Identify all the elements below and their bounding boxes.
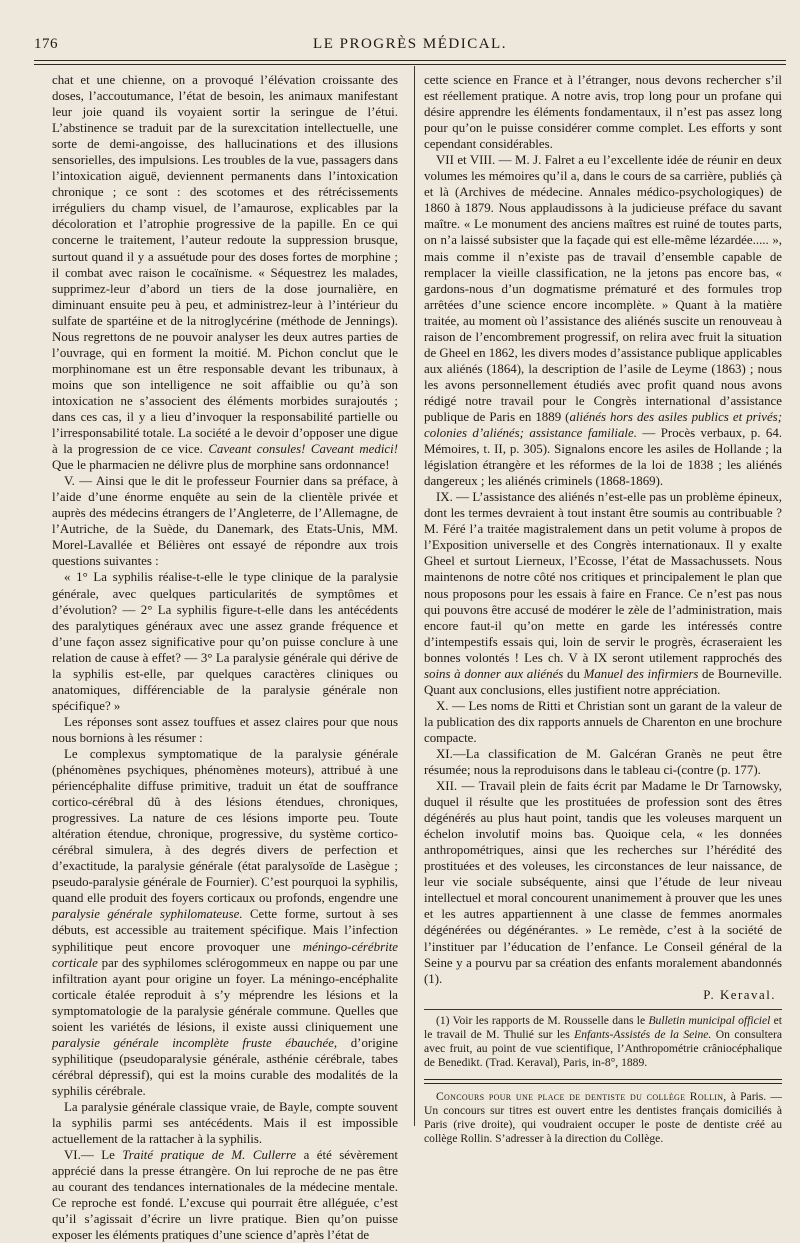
page-number: 176 [34, 36, 58, 52]
notice: Concours pour une place de dentiste du collège Rollin, à Paris. — Un concours sur titres est ouvert entre les dentistes français domiciliés à Paris (rive droite), qui voudraient occuper le poste de dentiste créé au collège Rollin. S’adresser à la direction du Collège. [424, 1089, 782, 1146]
right-column [424, 72, 782, 1146]
paragraph: cette science en France et à l’étranger, nous devons rechercher s’il est réellement pratique. A notre avis, trop long pour un profane qui désire apprendre les éléments fondamentaux, il n’est pas assez long pour qu’on le puisse considérer comme complet. Les efforts y sont cependant considérables. [424, 73, 782, 152]
paragraph: X. — Les noms de Ritti et Christian sont un garant de la valeur de la publication des dix rapports annuels de Charenton en une brochure compacte. [424, 698, 782, 745]
page-header [34, 34, 786, 56]
paragraph: La paralysie générale classique vraie, de Bayle, compte souvent la syphilis parmi ses antécédents. Mais il est impossible actuellement de la rattacher à la syphilis. [52, 1100, 398, 1147]
paragraph: Les réponses sont assez touffues et assez claires pour que nous nous bornions à les résumer : [52, 714, 398, 745]
author-signature: P. Keraval. [703, 987, 776, 1002]
footnote: (1) Voir les rapports de M. Rousselle dans le Bulletin municipal officiel et le travail de M. Thulié sur les Enfants-Assistés de la Seine. On consultera avec fruit, au point de vue scientifique, l’Anthropométrie crâniocéphalique de Benedikt. (Trad. Keraval), Paris, in-8°, 1889. [424, 1013, 783, 1070]
paragraph: « 1° La syphilis réalise-t-elle le type clinique de la paralysie générale, avec quelques particularités de symptômes et d’évolution? — 2° La syphilis figure-t-elle dans les antécédents des paralytiques généraux avec une assez grande fréquence et d’une façon assez significative pour qu’on puisse conclure à une relation de cause à effet? — 3° La paralysie générale qui dérive de la syphilis est-elle, par quelques caractères cliniques ou anatomiques, différenciable de la paralysie générale non spécifique? » [52, 570, 398, 713]
paragraph: chat et une chienne, on a provoqué l’élévation croissante des doses, l’accoutumance, l’état de besoin, les animaux manifestant leur joie quand ils voyaient sortir la seringue de l’étui. L’abstinence se traduit par de la surexcitation intellectuelle, une sorte de demi-angoisse, des hallucinations et des illusions sensorielles, des impulsions. Les troubles de la vue, passagers dans l’intoxication aiguë, deviennent permanents dans l’intoxication chronique ; ce sont : des scotomes et des rétrécissements irréguliers du champ visuel, de l’amaurose, explicables par la décoloration et l’atrophie progressive de la papille. En ce qui concerne le traitement, l’auteur redoute la suppression brusque, surtout quand il y a assuétude pour des doses fortes de morphine ; il combat avec raison le cocaïnisme. « Séquestrez les malades, supprimez-leur d’abord un tiers de la dose journalière, en diminuant ensuite peu à peu, et administrez-leur à l’intérieur du sulfate de spartéine et de la nitroglycérine (méthode de Jennings). Nous regrettons de ne pouvoir analyser les deux autres parties de l’ouvrage, qui en forment la moitié. M. Pichon conclut que le morphinomane est un être responsable devant les tribunaux, à moins que son intelligence ne soit affaiblie ou qu’à son intoxication ne s’associent des éléments morbides surajoutés ; dans ces cas, il y a lieu d’invoquer la responsabilité partielle ou l’irresponsabilité totale. La société a le devoir d’opposer une digue à la progression de ce vice. Caveant consules! Caveant medici! Que le pharmacien ne délivre plus de morphine sans ordonnance! [52, 73, 398, 473]
paragraph: V. — Ainsi que le dit le professeur Fournier dans sa préface, à l’aide d’une énorme enquête au sein de la clientèle privée et auprès des médecins étrangers de l’Angleterre, de l’Allemagne, de l’Autriche, de la Suède, du Danemark, des Etats-Unis, MM. Morel-Lavallée et Bélières ont essayé de répondre aux trois questions suivantes : [52, 474, 398, 569]
paragraph: VI.— Le Traité pratique de M. Cullerre a été sévèrement apprécié dans la presse étrangère. On lui reproche de ne pas être au courant des tendances internationales de la médecine mentale. Ce reproche est fondé. L’excuse qui pourrait être alléguée, c’est qu’il s’agissait d’écrire un livre pratique. Bien qu’on puisse exposer les éléments pratiques d’une science d’après l’état de [52, 1148, 398, 1243]
left-column [52, 72, 398, 1243]
paragraph: IX. — L’assistance des aliénés n’est-elle pas un problème épineux, dont les termes devraient à tout instant être soumis au contribuable ? M. Féré l’a traitée magistralement dans un petit volume à propos de l’Exposition universelle et des Congrès internationaux. Il y exalte Gheel et surtout Lierneux, l’Ecosse, l’état de Massachussets. Nous maintenons de notre côté nos critiques et principalement le plan que nous proposons pour les essais à faire en France. Ce n’est pas nous qui pouvons être accusé de modérer le zèle de l’administration, mais encore faut-il qu’on mette en garde les intéressés contre d’intempestifs essais qui, loin de servir le progrès, écraseraient les bonnes volontés ! Les ch. V à IX seront utilement rapprochés des soins à donner aux aliénés du Manuel des infirmiers de Bourneville. Quant aux conclusions, elles justifient notre appréciation. [424, 490, 782, 697]
column-separator [414, 66, 415, 1126]
paragraph: VII et VIII. — M. J. Falret a eu l’excellente idée de réunir en deux volumes les mémoires qu’il a, dans le cours de sa carrière, publiés çà et là (Archives de médecine. Annales médico-psychologiques) de 1860 à 1879. Nous applaudissons à la judicieuse préface du savant maître. « Le monument des anciens maîtres est ruiné de toutes parts, on n’a laissé subsister que la façade qui est elle-même lézardée..... », mais comme il n’existe pas de travail d’ensemble capable de remplacer la vieille classification, ne la jetons pas encore bas, « gardons-nous d’un dogmatisme prématuré et des formules trop arrêtées d’une science encore incomplète. » Quant à la matière traitée, au moment où l’assistance des aliénés suscite un renouveau à raison de l’encombrement progressif, on relira avec fruit la situation de Gheel en 1862, les divers modes d’assistance publique applicables aux aliénés (1864), la description de l’asile de Leyme (1863) ; nous les avons personnellement étudiés avec profit quand nous avons rédigé notre travail pour le Congrès international d’assistance publique de Paris en 1889 (aliénés hors des asiles publics et privés; colonies d’aliénés; assistance familiale. — Procès verbaux, p. 64. Mémoires, t. II, p. 305). Signalons encore les asiles de Hollande ; la législation étrangère et les réformes de la loi de 1838 ; les aliénés dangereux ; les aliénés criminels (1868-1869). [424, 153, 782, 489]
header-rule [34, 60, 786, 61]
section-rule [424, 1079, 782, 1084]
paragraph: Le complexus symptomatique de la paralysie générale (phénomènes psychiques, phénomènes moteurs), attribué à une périencéphalite diffuse primitive, traduit un état de souffrance cortico-cérébral dû à des lésions étendues, chroniques, progressives. La nature de ces lésions importe peu. Toute altération étendue, chronique, progressive, du système cortico-cérébral simulera, à des degrés divers de perfection et d’exactitude, la paralysie générale (état paralysoïde de Lasègue ; pseudo-paralysie générale de Fournier). C’est pourquoi la syphilis, quand elle produit des foyers corticaux ou profonds, engendre une paralysie générale syphilomateuse. Cette forme, surtout à ses débuts, est accessible au traitement spécifique. Mais l’infection syphilitique peut encore provoquer une méningo-cérébrite corticale par des syphilomes sclérogommeux en nappe ou par une infiltration ayant pour origine un foyer. La méningo-encéphalite corticale étalée reproduit à s’y méprendre les lésions et la symptomatologie de la paralysie générale commune. Quelles que soient les variétés de lésions, il existe aussi cliniquement une paralysie générale incomplète fruste ébauchée, d’origine syphilitique (pseudoparalysie générale, asthénie cérébrale, tabes cérébral dépressif), qui est la moins curable des modalités de la syphilis cérébrale. [52, 746, 399, 1098]
paragraph: XI.—La classification de M. Galcéran Granès ne peut être résumée; nous la reproduisons dans le tableau ci-(contre (p. 177). [424, 746, 782, 778]
footnote-rule [424, 1009, 782, 1010]
header-rule-thin [34, 64, 786, 65]
running-title: LE PROGRÈS MÉDICAL. [313, 36, 507, 52]
paragraph: XII. — Travail plein de faits écrit par Madame le Dr Tarnowsky, duquel il résulte que les prostituées de profession sont des êtres dégénérés au plus haut point, tandis que les voleuses marquent un échelon involutif moins bas. Quoique cela, « les données anthropométriques, ainsi que les recherches sur l’hérédité des prostituées et des voleuses, les circonstances de leur naissance, de leur vie sociale subséquente, ainsi que l’étude de leur niveau intellectuel et moral concourent unanimement à prouver que les unes et les autres appartiennent à une classe de femmes anormales dégénérées ou dégénérantes. » Le remède, c’est à la société de l’instituer par l’éducation de l’enfance. Le Conseil général de la Seine y a pourvu par sa création des enfants moralement abandonnés (1). [424, 779, 782, 986]
notice-heading: Concours pour une place de dentiste du collège Rollin, [436, 1089, 727, 1103]
